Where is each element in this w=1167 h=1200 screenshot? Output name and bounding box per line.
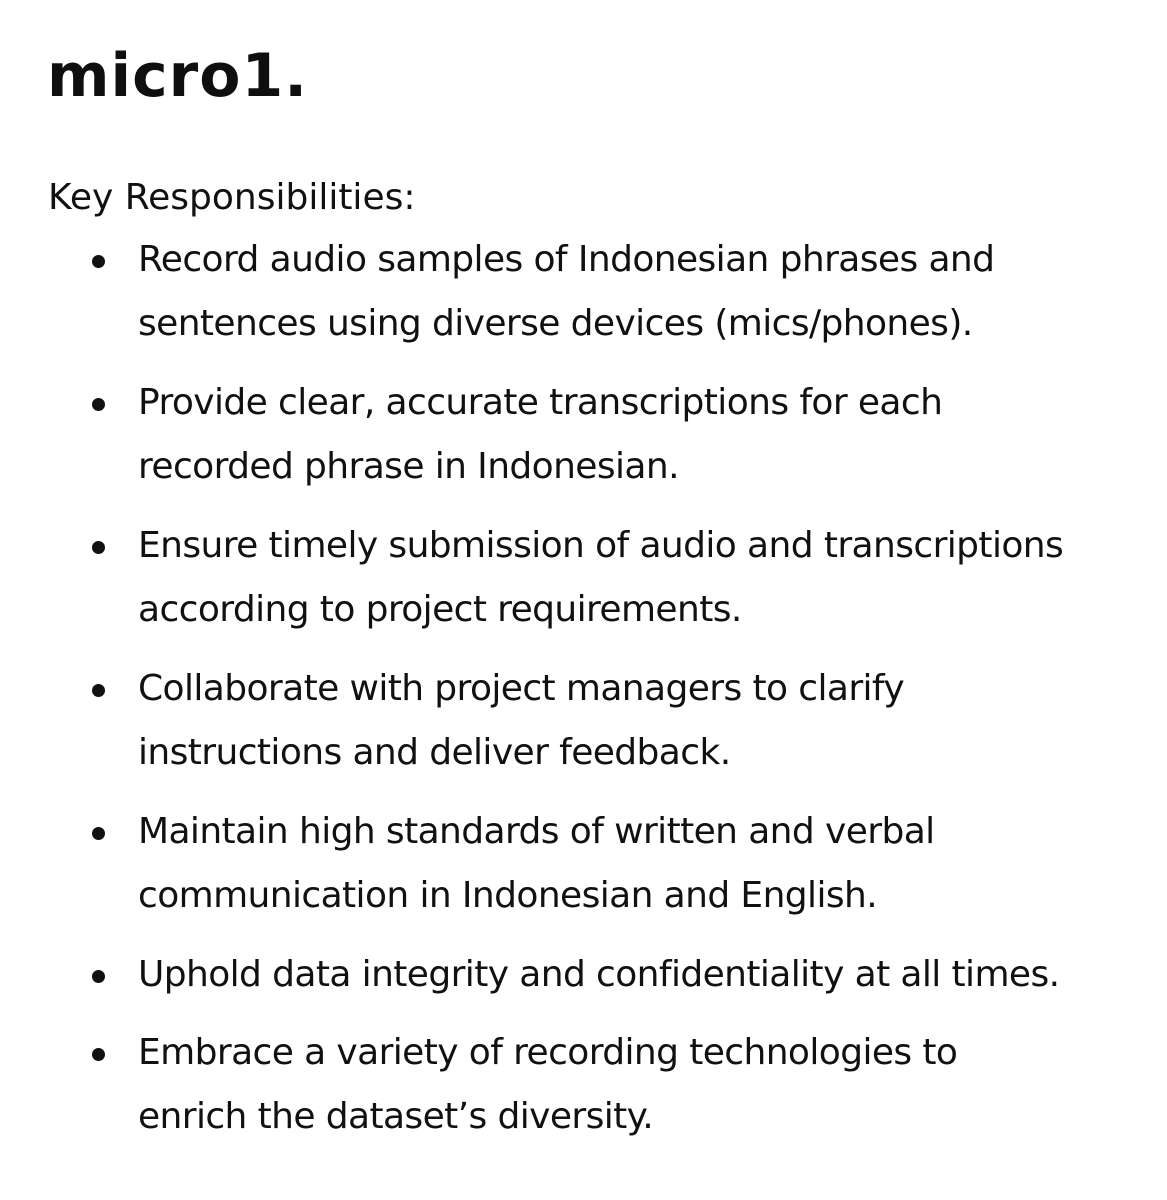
bullet-icon <box>92 827 105 840</box>
bullet-icon <box>92 255 105 268</box>
responsibility-text-line: Collaborate with project managers to clarify <box>138 668 905 709</box>
responsibility-text-line: sentences using diverse devices (mics/phones). <box>138 303 973 344</box>
responsibility-text-line: Embrace a variety of recording technologies to <box>138 1032 958 1073</box>
bullet-icon <box>92 684 105 697</box>
responsibility-text-line: Uphold data integrity and confidentiality at all times. <box>138 954 1060 995</box>
responsibility-text-line: Record audio samples of Indonesian phrases and <box>138 239 995 280</box>
responsibility-text-line: enrich the dataset’s diversity. <box>138 1096 654 1137</box>
responsibility-text-line: instructions and deliver feedback. <box>138 732 731 773</box>
micro1-logo: micro1. <box>47 41 309 111</box>
bullet-icon <box>92 1048 105 1061</box>
responsibility-text-line: recorded phrase in Indonesian. <box>138 446 679 487</box>
bullet-icon <box>92 398 105 411</box>
responsibility-text-line: Ensure timely submission of audio and transcriptions <box>138 525 1064 566</box>
bullet-icon <box>92 541 105 554</box>
responsibility-text-line: Provide clear, accurate transcriptions for each <box>138 382 943 423</box>
responsibility-text-line: according to project requirements. <box>138 589 742 630</box>
responsibility-text-line: Maintain high standards of written and verbal <box>138 811 935 852</box>
responsibility-text-line: communication in Indonesian and English. <box>138 875 878 916</box>
bullet-icon <box>92 970 105 983</box>
section-title: Key Responsibilities: <box>48 177 416 218</box>
